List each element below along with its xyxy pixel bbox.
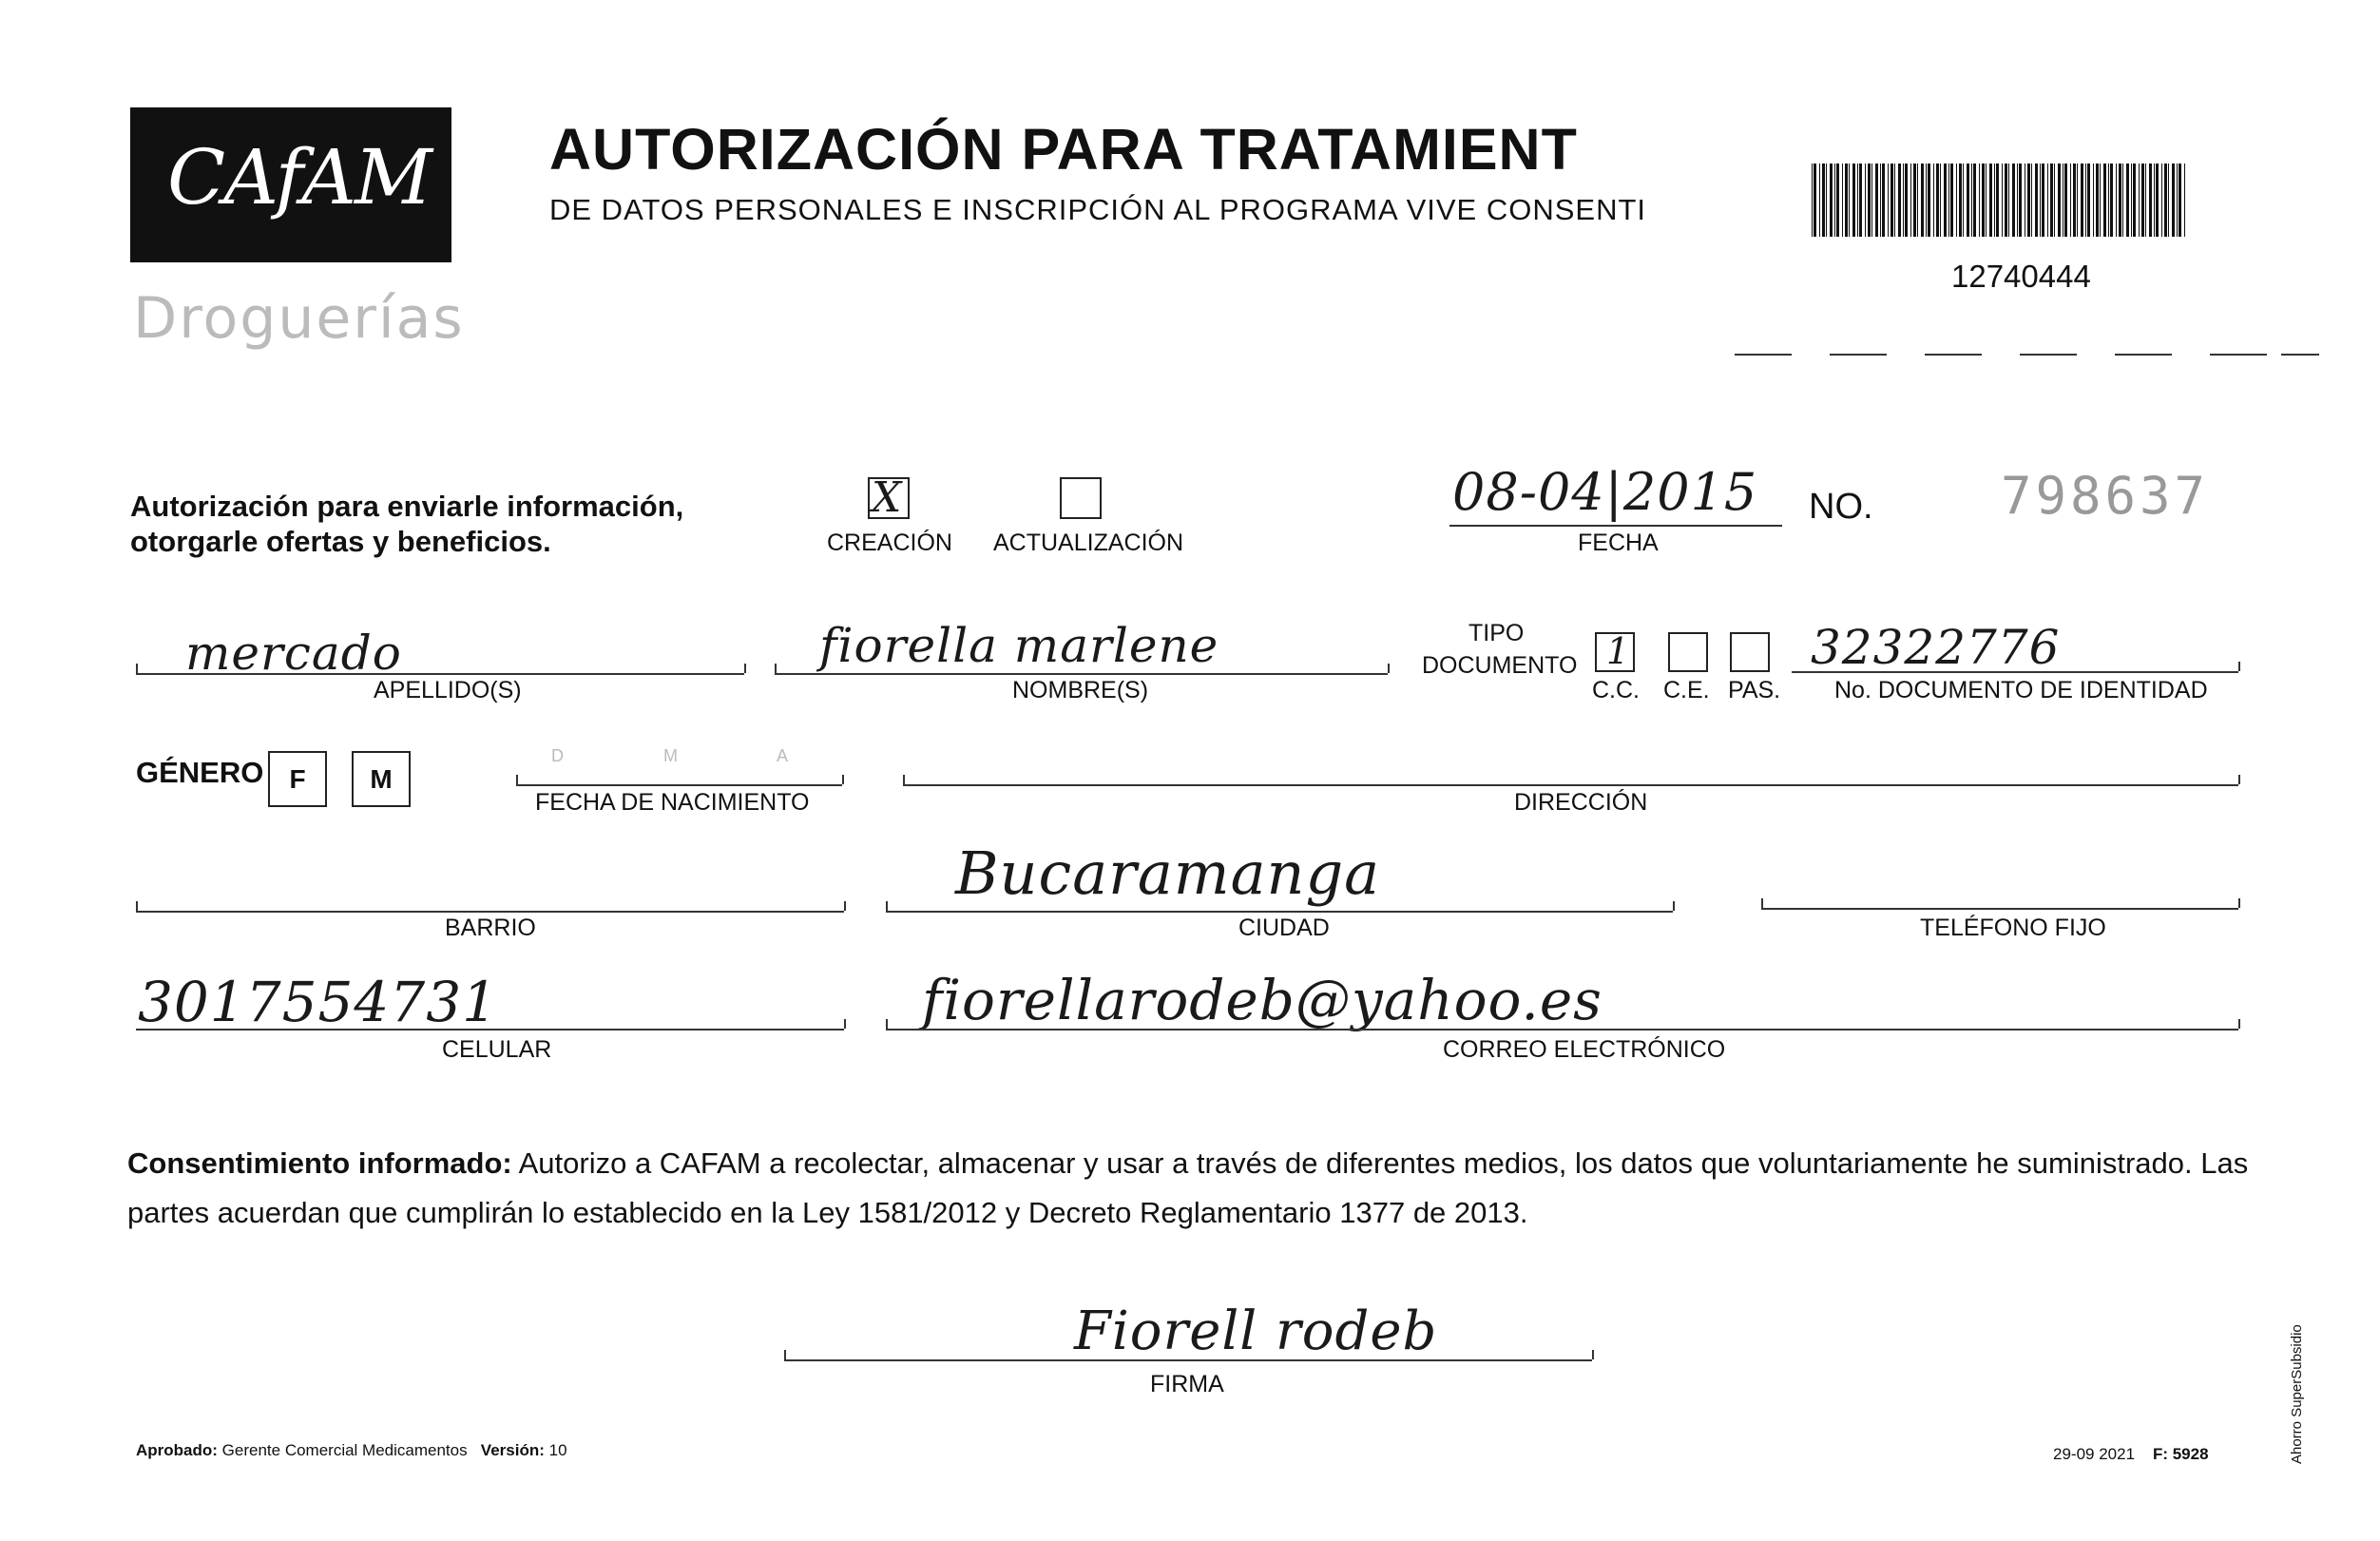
barcode-bar bbox=[2110, 164, 2113, 237]
signature-value: Fiorell rodeb bbox=[1074, 1300, 1438, 1362]
date-value: 08-04|2015 bbox=[1452, 462, 1758, 522]
tipo-label-2: DOCUMENTO bbox=[1422, 652, 1578, 679]
barcode-bar bbox=[1903, 164, 1904, 237]
intro-line-2: otorgarle ofertas y beneficios. bbox=[130, 525, 551, 558]
ce-checkbox[interactable] bbox=[1668, 632, 1708, 672]
cc-mark: 1 bbox=[1606, 630, 1631, 672]
barcode-bar bbox=[2139, 164, 2140, 237]
barcode-bar bbox=[2008, 164, 2009, 237]
barcode-bar bbox=[1845, 164, 1848, 237]
barcode-bar bbox=[2040, 164, 2041, 237]
barcode-bar bbox=[2177, 164, 2178, 237]
barcode-bar bbox=[1871, 164, 1872, 237]
barcode-bar bbox=[1928, 164, 1930, 237]
consent-paragraph bbox=[127, 1139, 2256, 1238]
barcode-bar bbox=[2081, 164, 2083, 237]
barcode-bar bbox=[2073, 164, 2076, 237]
barcode-bar bbox=[1967, 164, 1969, 237]
barcode-bar bbox=[2031, 164, 2032, 237]
barcode-bar bbox=[2108, 164, 2109, 237]
barcode-bar bbox=[1956, 164, 1957, 237]
celular-value: 3017554731 bbox=[138, 970, 499, 1034]
barcode-bar bbox=[1898, 164, 1901, 237]
barcode-bar bbox=[1926, 164, 1927, 237]
barcode-bar bbox=[1830, 164, 1833, 237]
apellido-value: mercado bbox=[185, 626, 402, 681]
barcode-bar bbox=[2077, 164, 2078, 237]
barcode-bar bbox=[1842, 164, 1843, 237]
barcode-bar bbox=[2161, 164, 2162, 237]
barcode-bar bbox=[2050, 164, 2053, 237]
number-value: 798637 bbox=[2001, 466, 2210, 526]
barcode-bar bbox=[2017, 164, 2018, 237]
barcode-bar bbox=[2131, 164, 2132, 237]
barcode-bar bbox=[1875, 164, 1878, 237]
barcode-bar bbox=[2116, 164, 2117, 237]
approved-value: Gerente Comercial Medicamentos bbox=[221, 1441, 468, 1459]
barcode-bar bbox=[1936, 164, 1939, 237]
celular-label: CELULAR bbox=[442, 1036, 552, 1063]
barcode-bar bbox=[1940, 164, 1941, 237]
cc-checkbox[interactable] bbox=[1595, 632, 1635, 672]
document-subtitle: DE DATOS PERSONALES E INSCRIPCIÓN AL PROGRAMA VIVE CONSENTI bbox=[549, 193, 1647, 226]
barcode-bar bbox=[1973, 164, 1976, 237]
barcode-bar bbox=[1814, 164, 1816, 237]
number-label: NO. bbox=[1809, 487, 1873, 527]
barcode-bar bbox=[1857, 164, 1858, 237]
barcode-bar bbox=[2054, 164, 2055, 237]
ciudad-value: Bucaramanga bbox=[955, 838, 1381, 908]
barcode-bar bbox=[1880, 164, 1881, 237]
barcode-bar bbox=[1917, 164, 1918, 237]
pas-checkbox[interactable] bbox=[1730, 632, 1770, 672]
footer-form-info bbox=[2053, 1445, 2209, 1464]
barcode-bar bbox=[2019, 164, 2022, 237]
creation-label: CREACIÓN bbox=[827, 530, 952, 556]
barcode-bar bbox=[2133, 164, 2136, 237]
form-code: F: 5928 bbox=[2152, 1445, 2209, 1463]
barcode-bar bbox=[2035, 164, 2038, 237]
telefono-label: TELÉFONO FIJO bbox=[1920, 915, 2106, 941]
barcode-bar bbox=[2119, 164, 2121, 237]
barcode-bar bbox=[1971, 164, 1972, 237]
barcode-bar bbox=[2093, 164, 2094, 237]
barcode-bar bbox=[1891, 164, 1893, 237]
barcode-bar bbox=[2005, 164, 2007, 237]
barcode-bar bbox=[2027, 164, 2030, 237]
update-checkbox[interactable] bbox=[1060, 477, 1102, 519]
barcode-bar bbox=[1944, 164, 1947, 237]
barcode-bar bbox=[1888, 164, 1889, 237]
barcode-bar bbox=[2145, 164, 2146, 237]
barcode-bar bbox=[1882, 164, 1885, 237]
barcode-number: 12740444 bbox=[1951, 259, 2091, 294]
barcode-bar bbox=[1950, 164, 1953, 237]
barcode-bar bbox=[2184, 164, 2185, 237]
logo-subtext: Droguerías bbox=[133, 285, 465, 352]
barcode-bar bbox=[2122, 164, 2123, 237]
barcode-bar bbox=[1865, 164, 1866, 237]
barcode-bar bbox=[1989, 164, 1992, 237]
barcode-bar bbox=[1910, 164, 1911, 237]
barcode-bar bbox=[1852, 164, 1855, 237]
barcode-bar bbox=[1836, 164, 1839, 237]
barcode-bar bbox=[2058, 164, 2061, 237]
barcode-bar bbox=[2064, 164, 2067, 237]
barcode-bar bbox=[1859, 164, 1862, 237]
gender-f-checkbox[interactable]: F bbox=[268, 751, 327, 807]
barcode-bar bbox=[2164, 164, 2167, 237]
direccion-label: DIRECCIÓN bbox=[1514, 789, 1648, 816]
barcode-bar bbox=[1822, 164, 1825, 237]
birthdate-placeholder: D M A bbox=[551, 746, 836, 765]
birthdate-label: FECHA DE NACIMIENTO bbox=[535, 789, 810, 816]
barcode-bar bbox=[1921, 164, 1924, 237]
ciudad-label: CIUDAD bbox=[1238, 915, 1330, 941]
nombre-value: fiorella marlene bbox=[819, 618, 1219, 673]
barcode-bar bbox=[1959, 164, 1962, 237]
barcode-bar bbox=[2012, 164, 2015, 237]
tipo-label-1: TIPO bbox=[1468, 620, 1525, 646]
barcode-bar bbox=[2070, 164, 2071, 237]
barcode-bar bbox=[2149, 164, 2152, 237]
barcode-bar bbox=[1849, 164, 1850, 237]
version-value: 10 bbox=[548, 1441, 567, 1459]
barcode-bar bbox=[2087, 164, 2090, 237]
consent-heading: Consentimiento informado: bbox=[127, 1146, 512, 1180]
pas-label: PAS. bbox=[1728, 677, 1781, 703]
barcode-bar bbox=[1963, 164, 1964, 237]
date-label: FECHA bbox=[1578, 530, 1659, 556]
nombre-label: NOMBRE(S) bbox=[1012, 677, 1149, 703]
cc-label: C.C. bbox=[1592, 677, 1640, 703]
barcode-bar bbox=[1826, 164, 1827, 237]
barcode bbox=[1810, 164, 2190, 237]
consent-text: Autorizo a CAFAM a recolectar, almacenar y usar a través de diferentes medios, los datos que voluntariamente he suministrado. Las partes acuerdan que cumplirán lo establecido en la Ley 1581/2012 y Decreto Reglamentario 1377 de 2013. bbox=[127, 1146, 2249, 1229]
signature-label: FIRMA bbox=[1150, 1371, 1224, 1397]
creation-checkbox[interactable] bbox=[868, 473, 910, 522]
ce-label: C.E. bbox=[1663, 677, 1710, 703]
creation-mark: X bbox=[872, 473, 903, 522]
logo-text: CAfAM bbox=[167, 133, 431, 222]
barcode-bar bbox=[1868, 164, 1871, 237]
barcode-bar bbox=[1819, 164, 1820, 237]
gender-m-checkbox[interactable]: M bbox=[352, 751, 411, 807]
barcode-bar bbox=[1982, 164, 1985, 237]
apellido-label: APELLIDO(S) bbox=[374, 677, 522, 703]
genero-label: GÉNERO bbox=[136, 756, 264, 789]
barcode-bar bbox=[2103, 164, 2106, 237]
barcode-bar bbox=[2047, 164, 2048, 237]
correo-value: fiorellarodeb@yahoo.es bbox=[922, 968, 1603, 1032]
barcode-bar bbox=[2141, 164, 2144, 237]
barcode-bar bbox=[1986, 164, 1987, 237]
barcode-bar bbox=[1894, 164, 1895, 237]
barcode-bar bbox=[2168, 164, 2169, 237]
barcode-bar bbox=[2002, 164, 2003, 237]
barcode-bar bbox=[2100, 164, 2101, 237]
barcode-bar bbox=[1933, 164, 1934, 237]
barcode-bar bbox=[2042, 164, 2044, 237]
barcode-bar bbox=[1979, 164, 1980, 237]
barcode-bar bbox=[1996, 164, 1999, 237]
intro-line-1: Autorización para enviarle información, bbox=[130, 490, 684, 523]
version-label: Versión: bbox=[480, 1441, 545, 1459]
barcode-bar bbox=[1913, 164, 1916, 237]
barcode-bar bbox=[2178, 164, 2181, 237]
update-label: ACTUALIZACIÓN bbox=[993, 530, 1184, 556]
footer-approval bbox=[136, 1441, 567, 1460]
barcode-bar bbox=[1812, 164, 1813, 237]
barcode-bar bbox=[1834, 164, 1835, 237]
barcode-bar bbox=[1948, 164, 1949, 237]
approved-label: Aprobado: bbox=[136, 1441, 218, 1459]
document-title: AUTORIZACIÓN PARA TRATAMIENT bbox=[549, 117, 1578, 182]
barrio-label: BARRIO bbox=[445, 915, 536, 941]
documento-label: No. DOCUMENTO DE IDENTIDAD bbox=[1834, 677, 2208, 703]
barcode-bar bbox=[2126, 164, 2129, 237]
correo-label: CORREO ELECTRÓNICO bbox=[1443, 1036, 1726, 1063]
barcode-bar bbox=[2154, 164, 2155, 237]
documento-value: 32322776 bbox=[1811, 620, 2061, 675]
side-brand-text: Ahorro SuperSubsidio bbox=[2289, 1324, 2305, 1464]
barcode-bar bbox=[1905, 164, 1908, 237]
footer-date: 29-09 2021 bbox=[2053, 1445, 2136, 1463]
barcode-bar bbox=[2085, 164, 2086, 237]
barcode-bar bbox=[2172, 164, 2175, 237]
barcode-bar bbox=[2156, 164, 2159, 237]
barcode-bar bbox=[2096, 164, 2099, 237]
barcode-bar bbox=[1994, 164, 1995, 237]
